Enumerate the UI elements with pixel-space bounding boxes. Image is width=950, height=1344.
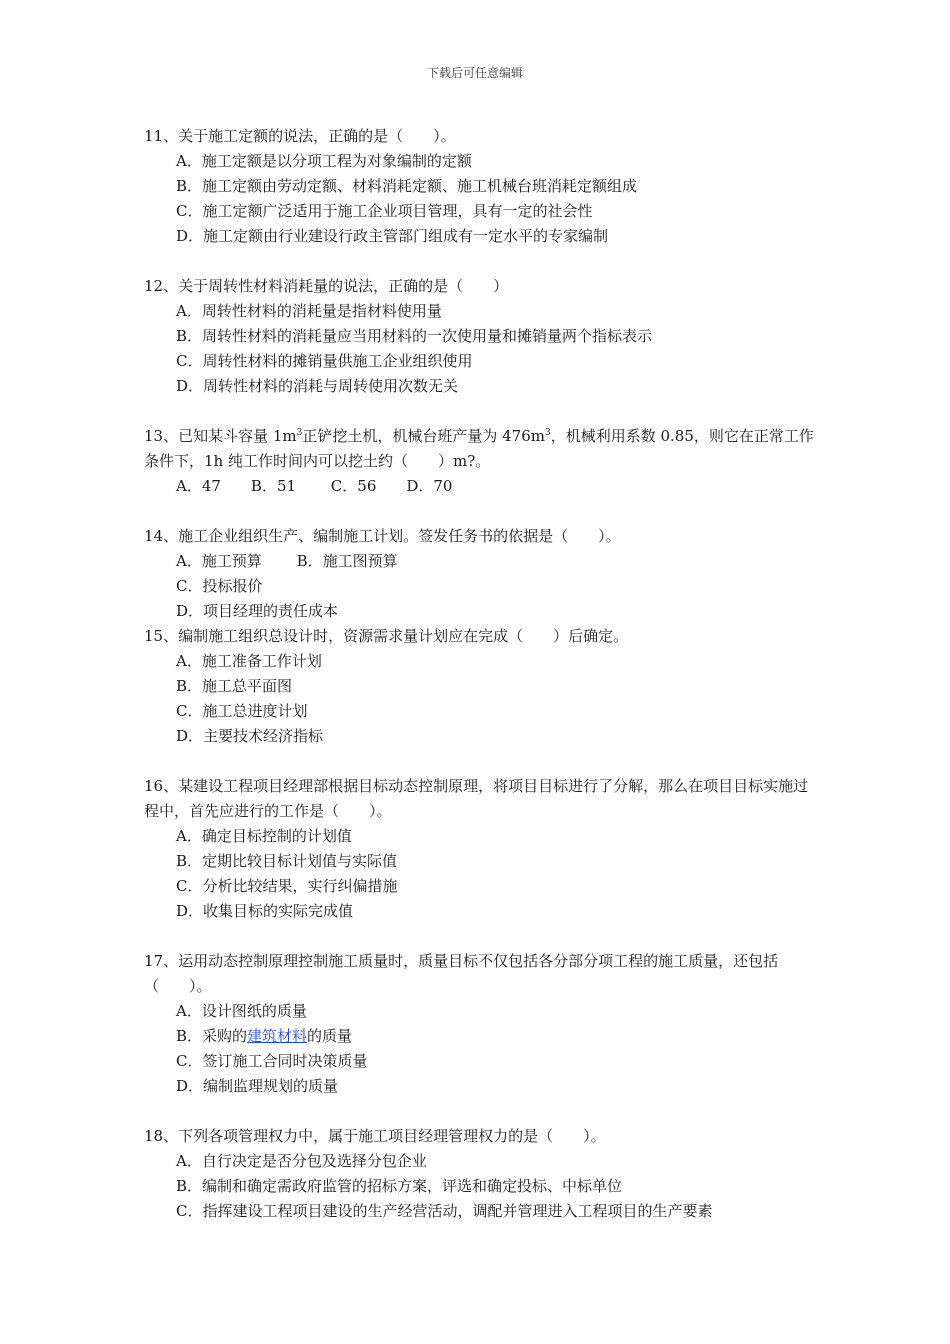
question-18-option-a: A．自行决定是否分包及选择分包企业 xyxy=(176,1152,427,1170)
question-16-option-a: A．确定目标控制的计划值 xyxy=(176,827,352,845)
question-18-option-b: B．编制和确定需政府监管的招标方案，评选和确定投标、中标单位 xyxy=(176,1177,623,1195)
question-17-option-c: C．签订施工合同时决策质量 xyxy=(176,1052,368,1070)
question-16-option-b: B．定期比较目标计划值与实际值 xyxy=(176,852,398,870)
question-13-options: A．47 B．51 C．56 D．70 xyxy=(176,477,453,495)
question-14-option-c: C．投标报价 xyxy=(176,577,263,595)
question-14-stem: 14、施工企业组织生产、编制施工计划。签发任务书的依据是（ ）。 xyxy=(144,527,621,545)
question-17-option-b xyxy=(144,1024,814,1049)
question-11-stem: 11、关于施工定额的说法，正确的是（ ）。 xyxy=(144,127,456,145)
question-15-option-a: A．施工准备工作计划 xyxy=(176,652,322,670)
question-15-stem: 15、编制施工组织总设计时，资源需求量计划应在完成（ ）后确定。 xyxy=(144,627,629,645)
question-18-option-c: C．指挥建设工程项目建设的生产经营活动，调配并管理进入工程项目的生产要素 xyxy=(176,1202,713,1220)
question-13-stem xyxy=(144,424,814,474)
question-17-option-b-pre: B．采购的 xyxy=(176,1027,248,1045)
question-11-option-d: D．施工定额由行业建设行政主管部门组成有一定水平的专家编制 xyxy=(176,227,609,245)
question-14-option-d: D．项目经理的责任成本 xyxy=(176,602,339,620)
question-list xyxy=(144,124,814,1224)
question-16-stem: 16、某建设工程项目经理部根据目标动态控制原理，将项目目标进行了分解，那么在项目目标实施过程中，首先应进行的工作是（ ）。 xyxy=(144,777,809,820)
question-17-stem: 17、运用动态控制原理控制施工质量时，质量目标不仅包括各分部分项工程的施工质量，还包括（ ）。 xyxy=(144,952,779,995)
question-12-option-d: D．周转性材料的消耗与周转使用次数无关 xyxy=(176,377,459,395)
question-15-option-b: B．施工总平面图 xyxy=(176,677,293,695)
question-18-stem: 18、下列各项管理权力中，属于施工项目经理管理权力的是（ ）。 xyxy=(144,1127,606,1145)
question-13-sup-2: 3 xyxy=(544,428,551,438)
question-11-option-c: C．施工定额广泛适用于施工企业项目管理，具有一定的社会性 xyxy=(176,202,593,220)
question-15-option-c: C．施工总进度计划 xyxy=(176,702,308,720)
page-header: 下载后可任意编辑 xyxy=(426,66,523,80)
question-17-option-b-post: 的质量 xyxy=(307,1027,353,1045)
question-12-option-a: A．周转性材料的消耗量是指材料使用量 xyxy=(176,302,442,320)
question-11-option-a: A．施工定额是以分项工程为对象编制的定额 xyxy=(176,152,472,170)
question-13-text-3: ，机械利用系数 0.85，则它在正常工作条件下，1h 纯工作时间内可以挖土约（ ）m?。 xyxy=(144,427,814,470)
question-16-option-d: D．收集目标的实际完成值 xyxy=(176,902,354,920)
question-13-sup-1: 3 xyxy=(296,428,303,438)
question-17-option-d: D．编制监理规划的质量 xyxy=(176,1077,339,1095)
question-14-option-ab: A．施工预算 B．施工图预算 xyxy=(176,552,398,570)
question-16-option-c: C．分析比较结果，实行纠偏措施 xyxy=(176,877,398,895)
question-13-text-1: 13、已知某斗容量 1m xyxy=(144,427,297,445)
question-15-option-d: D．主要技术经济指标 xyxy=(176,727,324,745)
question-12-stem: 12、关于周转性材料消耗量的说法，正确的是（ ） xyxy=(144,277,509,295)
question-13-text-2: 正铲挖土机，机械台班产量为 476m xyxy=(302,427,545,445)
building-materials-link[interactable]: 建筑材料 xyxy=(247,1027,308,1045)
question-12-option-b: B．周转性材料的消耗量应当用材料的一次使用量和摊销量两个指标表示 xyxy=(176,327,653,345)
question-17-option-a: A．设计图纸的质量 xyxy=(176,1002,307,1020)
question-12-option-c: C．周转性材料的摊销量供施工企业组织使用 xyxy=(176,352,473,370)
question-11-option-b: B．施工定额由劳动定额、材料消耗定额、施工机械台班消耗定额组成 xyxy=(176,177,638,195)
